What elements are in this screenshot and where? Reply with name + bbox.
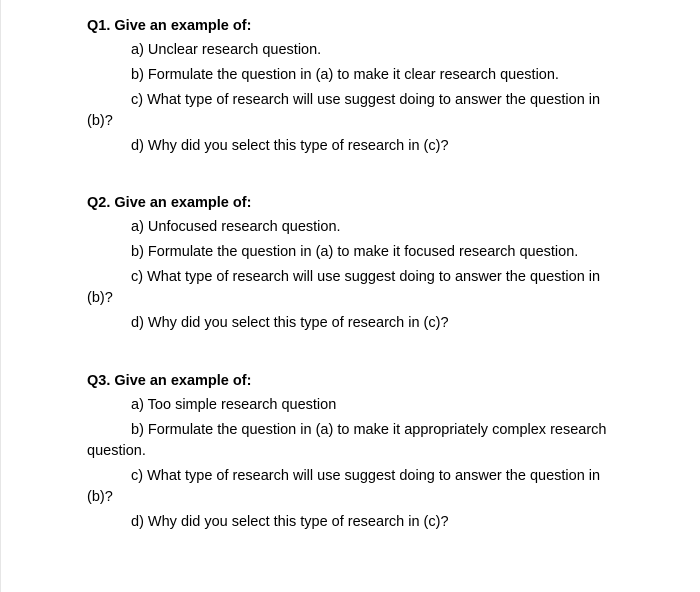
question-item: a) Unfocused research question.	[131, 219, 341, 235]
question-title: Q3. Give an example of:	[87, 373, 252, 389]
question-item: d) Why did you select this type of research in (c)?	[131, 514, 449, 530]
question-title: Q1. Give an example of:	[87, 18, 252, 34]
question-item: b) Formulate the question in (a) to make it clear research question.	[131, 67, 559, 83]
question-item: c) What type of research will use suggest doing to answer the question in (b)?	[87, 269, 601, 306]
question-item: d) Why did you select this type of research in (c)?	[131, 138, 449, 154]
page-edge	[0, 0, 1, 592]
question-item: b) Formulate the question in (a) to make it appropriately complex research question.	[87, 422, 607, 459]
question-item: a) Unclear research question.	[131, 42, 322, 58]
question-title: Q2. Give an example of:	[87, 195, 252, 211]
question-item: c) What type of research will use suggest doing to answer the question in (b)?	[87, 468, 601, 505]
question-item: b) Formulate the question in (a) to make it focused research question.	[131, 244, 579, 260]
question-item: d) Why did you select this type of research in (c)?	[131, 315, 449, 331]
question-3	[87, 371, 627, 537]
question-item: a) Too simple research question	[131, 397, 337, 413]
question-2	[87, 193, 627, 338]
question-item: c) What type of research will use suggest doing to answer the question in (b)?	[87, 92, 601, 129]
question-1	[87, 16, 627, 161]
